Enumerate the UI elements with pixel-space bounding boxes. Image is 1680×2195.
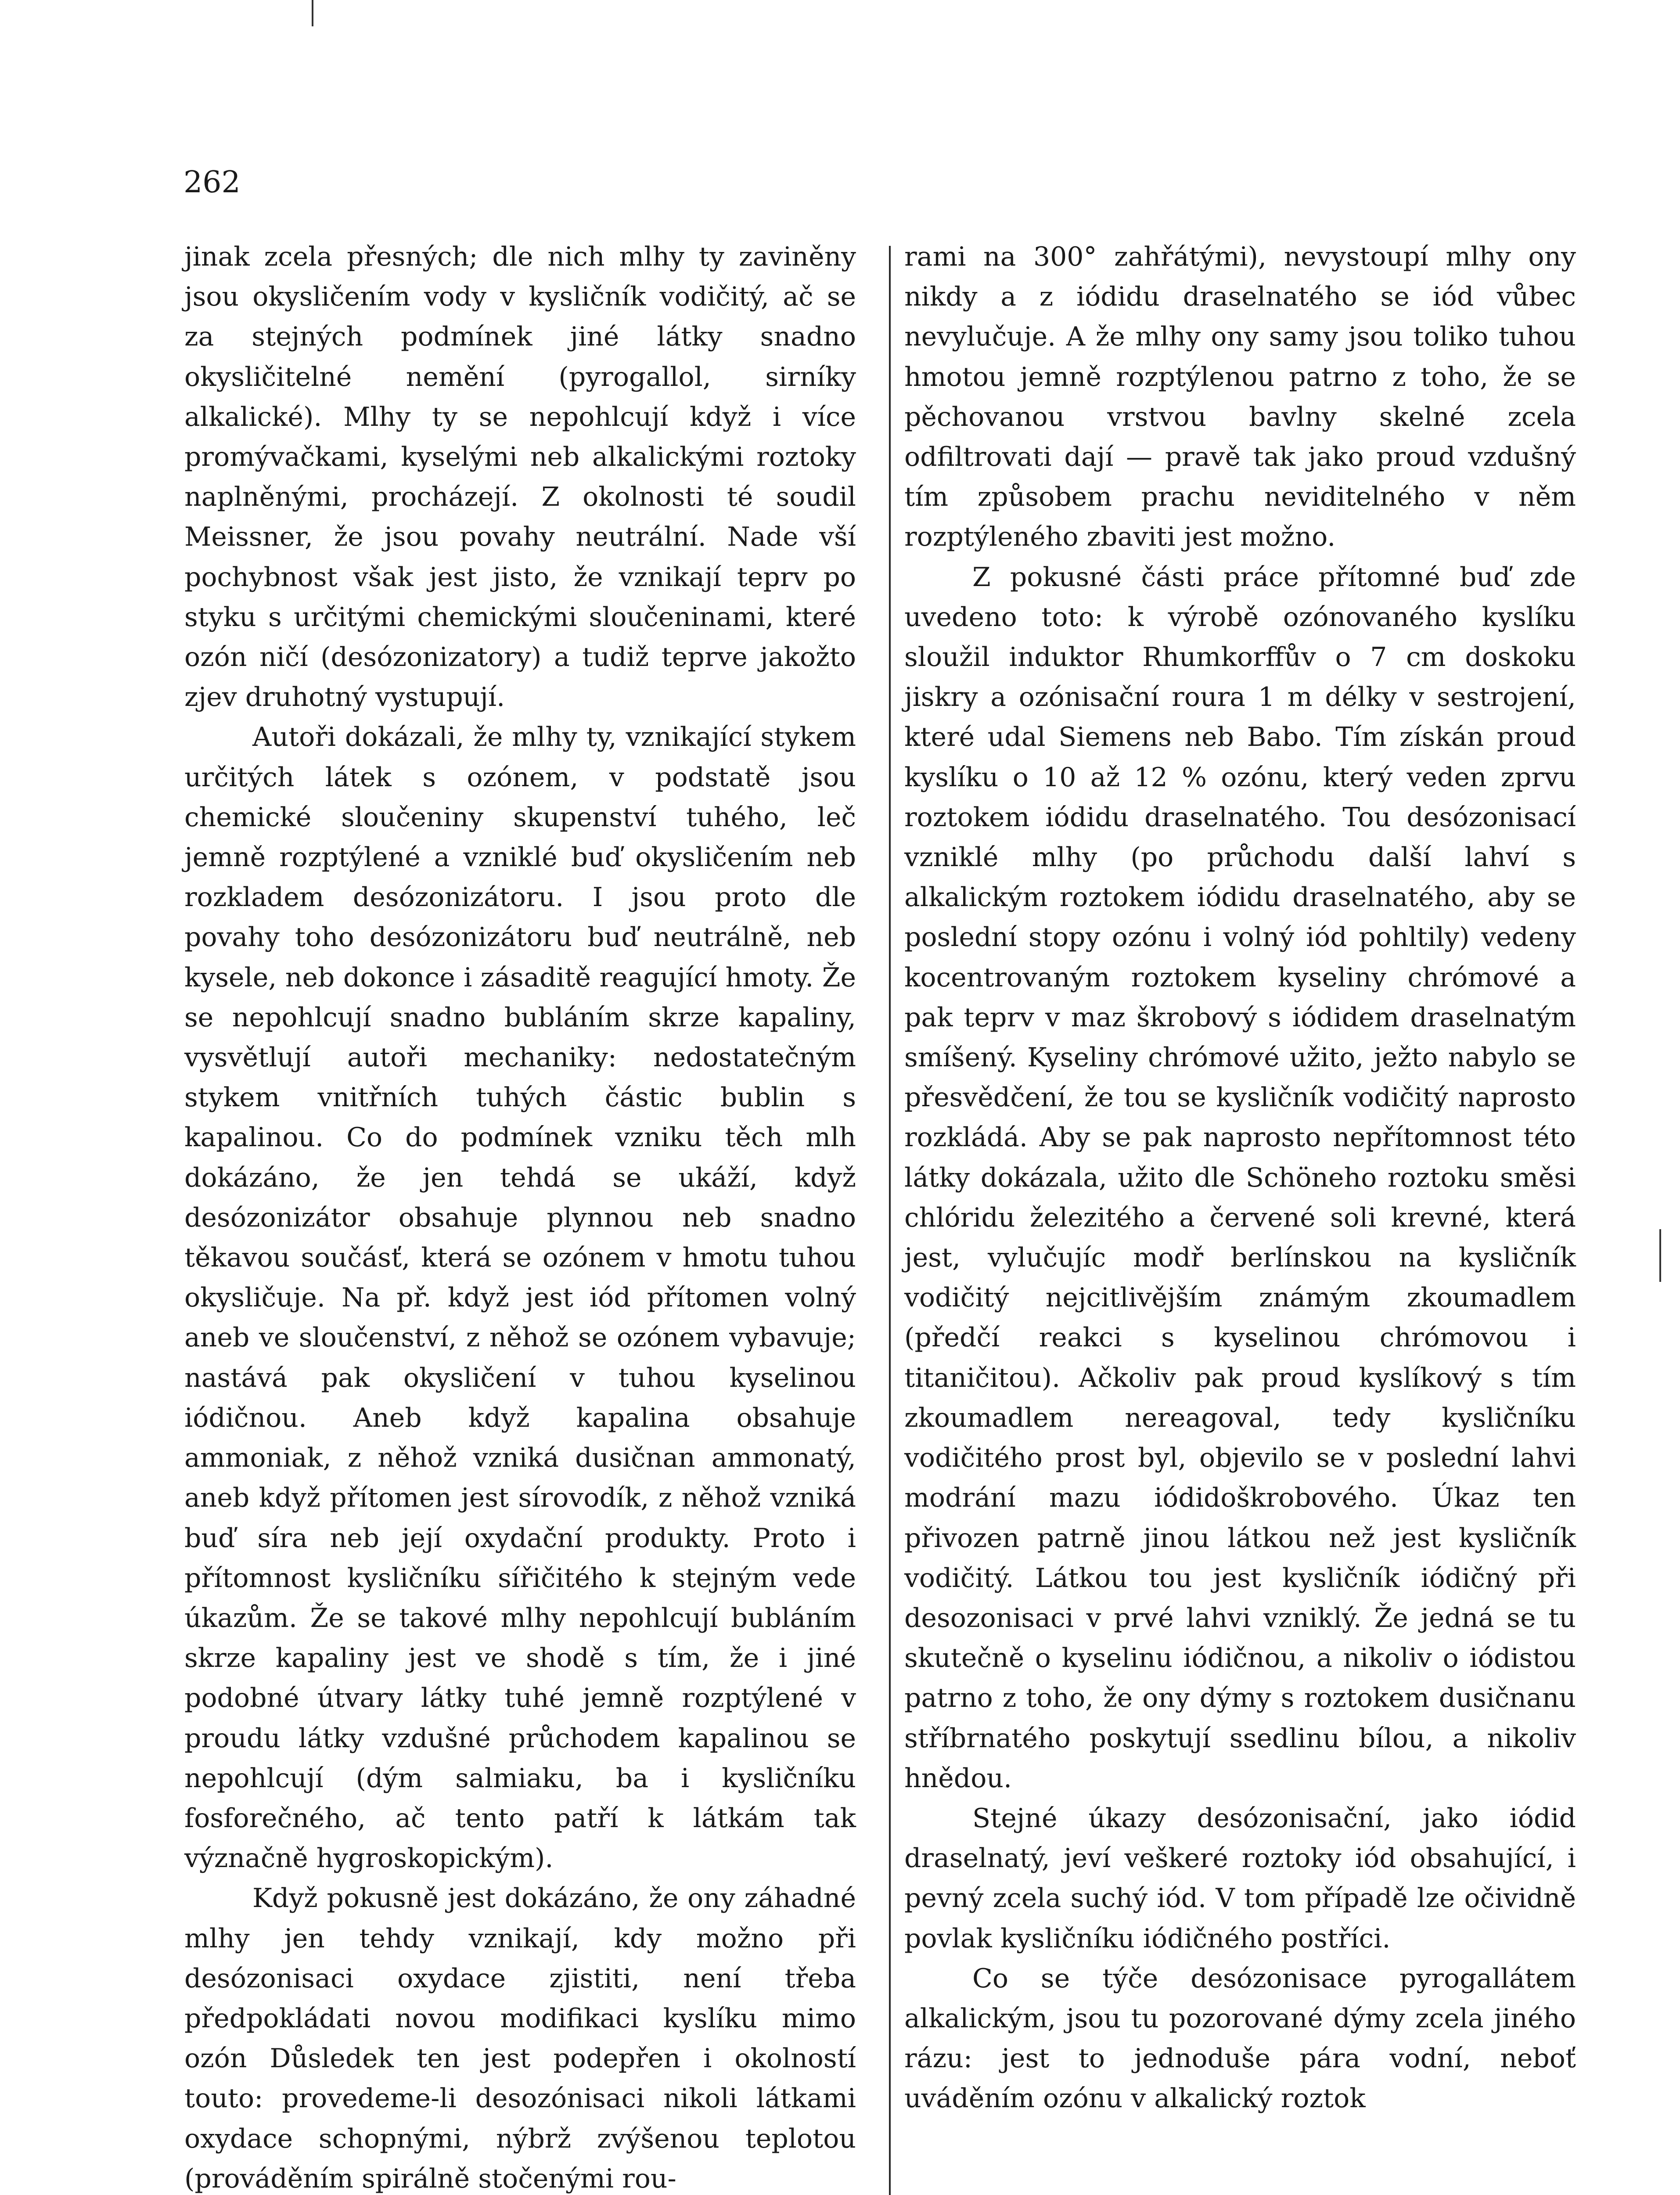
column-divider [889,246,891,2195]
paragraph: Co se týče desózonisace pyrogallátem alkalickým, jsou tu pozorované dýmy zcela jiného rázu: jest to jednoduše pára vodní, neboť uváděním ozónu v alkalický roztok [904,1963,1576,2114]
paragraph: rami na 300° zahřátými), nevystoupí mlhy ony nikdy a z iódidu draselnatého se iód vůbec nevylučuje. A že mlhy ony samy jsou toliko tuhou hmotou jemně rozptýlenou patrno z toho, že se pěchovanou vrstvou bavlny skelné zcela odfiltrovati dají — pravě tak jako proud vzdušný tím způsobem prachu neviditelného v něm rozptýleného zbaviti jest možno. [904,241,1576,553]
paragraph: Když pokusně jest dokázáno, že ony záhadné mlhy jen tehdy vznikají, kdy možno při desózonisaci oxydace zjistiti, není třeba předpokládati novou modifikaci kyslíku mimo ozón Důsledek ten jest podepřen i okolností touto: provedeme-li desozónisaci nikoli látkami oxydace schopnými, nýbrž zvýšenou teplotou (prováděním spirálně stočenými rou- [184,1883,856,2194]
paragraph: Z pokusné části práce přítomné buď zde uvedeno toto: k výrobě ozónovaného kyslíku sloužil induktor Rhumkorffův o 7 cm doskoku jiskry a ozónisační roura 1 m délky v sestrojení, které udal Siemens neb Babo. Tím získán proud kyslíku o 10 až 12 % ozónu, který veden zprvu roztokem iódidu draselnatého. Tou desózonisací vzniklé mlhy (po průchodu další lahví s alkalickým roztokem iódidu draselnatého, aby se poslední stopy ozónu i volný iód pohltily) vedeny kocentrovaným roztokem kyseliny chrómové a pak teprv v maz škrobový s iódidem draselnatým smíšený. Kyseliny chrómové užito, ježto nabylo se přesvědčení, že tou se kysličník vodičitý naprosto rozkládá. Aby se pak naprosto nepřítomnost této látky dokázala, užito dle Schöneho roztoku směsi chlóridu železitého a červené soli krevné, která jest, vylučujíc modř berlínskou na kysličník vodičitý nejcitlivějším známým zkoumadlem (předčí reakci s kyselinou chrómovou i titaničitou). Ačkoliv pak proud kyslíkový s tím zkoumadlem nereagoval, tedy kysličníku vodičitého prost byl, objevilo se v poslední lahvi modrání mazu iódidoškrobového. Úkaz ten přivozen patrně jinou látkou než jest kysličník vodičitý. Látkou tou jest kysličník iódičný při desozonisaci v prvé lahvi vzniklý. Že jedná se tu skutečně o kyselinu iódičnou, a nikoliv o iódistou patrno z toho, že ony dýmy s roztokem dusičnanu stříbrnatého poskytují ssedlinu bílou, a nikoliv hnědou. [904,561,1576,1794]
scan-artifact-mark [312,0,313,26]
paragraph: Autoři dokázali, že mlhy ty, vznikající stykem určitých látek s ozónem, v podstatě jsou chemické sloučeniny skupenství tuhého, leč jemně rozptýlené a vzniklé buď okysličením neb rozkladem desózonizátoru. I jsou proto dle povahy toho desózonizátoru buď neutrálně, neb kysele, neb dokonce i zásaditě reagující hmoty. Že se nepohlcují snadno bubláním skrze kapaliny, vysvětlují autoři mechaniky: nedostatečným stykem vnitřních tuhých částic bublin s kapalinou. Co do podmínek vzniku těch mlh dokázáno, že jen tehdá se ukáží, když desózonizátor obsahuje plynnou neb snadno těkavou součásť, která se ozónem v hmotu tuhou okysličuje. Na př. když jest iód přítomen volný aneb ve sloučenství, z něhož se ozónem vybavuje; nastává pak okysličení v tuhou kyselinou iódičnou. Aneb když kapalina obsahuje ammoniak, z něhož vzniká dusičnan ammonatý, aneb když přítomen jest sírovodík, z něhož vzniká buď síra neb její oxydační produkty. Proto i přítomnost kysličníku sířičitého k stejným vede úkazům. Že se takové mlhy nepohlcují bubláním skrze kapaliny jest ve shodě s tím, že i jiné podobné útvary látky tuhé jemně rozptýlené v proudu látky vzdušné průchodem kapalinou se nepohlcují (dým salmiaku, ba i kysličníku fosforečného, ač tento patří k látkám tak význačně hygroskopickým). [184,722,856,1874]
paragraph: Stejné úkazy desózonisační, jako iódid draselnatý, jeví veškeré roztoky iód obsahující, i pevný zcela suchý iód. V tom případě lze očividně povlak kysličníku iódičného postříci. [904,1803,1576,1954]
page-number: 262 [183,165,241,200]
left-column [184,237,856,2195]
paragraph: jinak zcela přesných; dle nich mlhy ty zaviněny jsou okysličením vody v kysličník vodičitý, ač se za stejných podmínek jiné látky snadno okysličitelné nemění (pyrogallol, sirníky alkalické). Mlhy ty se nepohlcují když i více promývačkami, kyselými neb alkalickými roztoky naplněnými, procházejí. Z okolnosti té soudil Meissner, že jsou povahy neutrální. Nade vší pochybnost však jest jisto, že vznikají teprv po styku s určitými chemickými sloučeninami, které ozón ničí (desózonizatory) a tudiž teprve jakožto zjev druhotný vystupují. [184,241,856,713]
right-column [904,237,1576,2119]
scan-artifact-mark [1659,1229,1661,1282]
